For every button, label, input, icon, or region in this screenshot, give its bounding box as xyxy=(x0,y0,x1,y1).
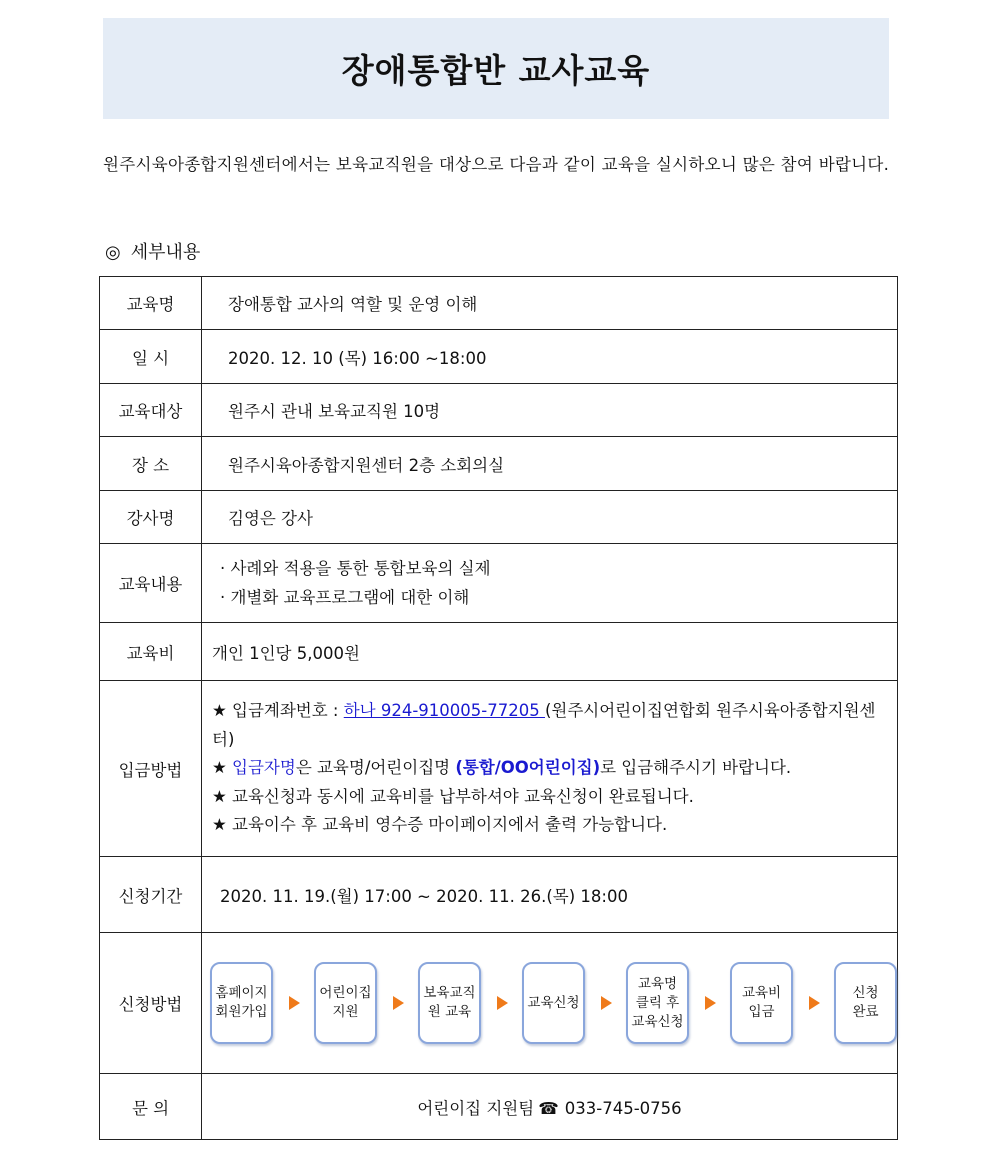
label-fee: 교육비 xyxy=(100,623,202,681)
flow-step-text: 클릭 후 xyxy=(635,994,680,1011)
arrow-right-icon xyxy=(809,996,820,1010)
depositor-example: (통합/OO어린이집) xyxy=(455,758,601,778)
flow-step-text: 교육신청 xyxy=(527,994,580,1011)
flow-step-text: 교육명 xyxy=(637,975,678,992)
row-date xyxy=(100,330,898,384)
flow-step xyxy=(834,962,897,1044)
section-heading xyxy=(105,238,200,264)
value-lecturer: 김영은 강사 xyxy=(202,491,898,544)
value-place: 원주시육아종합지원센터 2층 소회의실 xyxy=(202,437,898,491)
payment-account-prefix: 입금계좌번호 : xyxy=(226,701,344,721)
flow-step-text: 교육비 xyxy=(741,985,782,1001)
flow-step xyxy=(626,962,689,1044)
content-item: · 사례와 적용을 통한 통합보육의 실제 xyxy=(220,559,491,578)
row-content xyxy=(100,544,898,623)
row-place xyxy=(100,437,898,491)
row-period xyxy=(100,857,898,933)
star-icon: ★ xyxy=(212,786,227,806)
content-item: · 개별화 교육프로그램에 대한 이해 xyxy=(220,588,470,607)
row-inquiry xyxy=(100,1074,898,1140)
value-fee: 개인 1인당 5,000원 xyxy=(202,623,898,681)
depositor-name-label: 입금자명 xyxy=(232,758,296,778)
flow-step xyxy=(418,962,481,1044)
flow-step-text: 신청 xyxy=(852,985,879,1001)
phone-icon: ☎ xyxy=(538,1098,559,1118)
value-method xyxy=(202,933,898,1074)
value-period: 2020. 11. 19.(월) 17:00 ~ 2020. 11. 26.(목) 18:00 xyxy=(202,857,898,933)
flow-step-text: 보육교직 xyxy=(423,985,476,1001)
row-target xyxy=(100,384,898,437)
page-title: 장애통합반 교사교육 xyxy=(341,51,651,90)
title-banner xyxy=(103,18,889,119)
arrow-right-icon xyxy=(289,996,300,1010)
arrow-right-icon xyxy=(705,996,716,1010)
value-content xyxy=(202,544,898,623)
depositor-instruction: 은 교육명/어린이집명 xyxy=(295,758,456,778)
flow-step-text: 회원가입 xyxy=(215,1004,268,1020)
label-content: 교육내용 xyxy=(100,544,202,623)
row-course-name xyxy=(100,277,898,330)
flow-step-text: 교육신청 xyxy=(631,1013,684,1030)
row-method xyxy=(100,933,898,1074)
payment-line-receipt xyxy=(212,811,897,840)
flow-step-text: 입금 xyxy=(748,1004,775,1020)
value-date: 2020. 12. 10 (목) 16:00 ~18:00 xyxy=(202,330,898,384)
flow-step xyxy=(210,962,273,1044)
label-period: 신청기간 xyxy=(100,857,202,933)
row-payment xyxy=(100,681,898,857)
payment-note-complete: 교육신청과 동시에 교육비를 납부하셔야 교육신청이 완료됩니다. xyxy=(226,786,694,806)
intro-paragraph: 원주시육아종합지원센터에서는 보육교직원을 대상으로 다음과 같이 교육을 실시하오니 많은 참여 바랍니다. xyxy=(103,155,890,174)
label-course-name: 교육명 xyxy=(100,277,202,330)
account-number-link[interactable]: 하나 924-910005-77205 xyxy=(343,701,545,721)
row-lecturer xyxy=(100,491,898,544)
flow-step xyxy=(730,962,793,1044)
flow-step-text: 완료 xyxy=(852,1004,879,1020)
value-payment xyxy=(202,681,898,857)
flow-step-text: 원 교육 xyxy=(427,1004,472,1020)
depositor-instruction-end: 로 입금해주시기 바랍니다. xyxy=(600,758,792,778)
label-payment: 입금방법 xyxy=(100,681,202,857)
flow-step-text: 홈페이지 xyxy=(215,985,268,1001)
label-date: 일 시 xyxy=(100,330,202,384)
flow-step-text: 지원 xyxy=(332,1004,359,1020)
arrow-right-icon xyxy=(497,996,508,1010)
inquiry-phone: 033-745-0756 xyxy=(564,1098,682,1118)
flow-step xyxy=(522,962,585,1044)
label-target: 교육대상 xyxy=(100,384,202,437)
double-circle-icon: ◎ xyxy=(105,242,121,263)
star-icon: ★ xyxy=(212,701,227,721)
value-target: 원주시 관내 보육교직원 10명 xyxy=(202,384,898,437)
inquiry-team: 어린이집 지원팀 xyxy=(417,1098,535,1118)
label-method: 신청방법 xyxy=(100,933,202,1074)
label-place: 장 소 xyxy=(100,437,202,491)
flow-step xyxy=(314,962,377,1044)
payment-account-holder: (원주시어린이집연합회 원주시육아종합지원센터) xyxy=(212,701,876,749)
section-heading-text: 세부내용 xyxy=(130,242,201,263)
payment-line-complete xyxy=(212,783,897,812)
arrow-right-icon xyxy=(393,996,404,1010)
payment-note-receipt: 교육이수 후 교육비 영수증 마이페이지에서 출력 가능합니다. xyxy=(226,815,668,835)
value-inquiry xyxy=(202,1074,898,1140)
star-icon: ★ xyxy=(212,758,227,778)
row-fee xyxy=(100,623,898,681)
label-lecturer: 강사명 xyxy=(100,491,202,544)
flow-step-text: 어린이집 xyxy=(319,985,372,1001)
payment-line-account xyxy=(212,697,897,754)
application-flow xyxy=(202,962,897,1044)
arrow-right-icon xyxy=(601,996,612,1010)
label-inquiry: 문 의 xyxy=(100,1074,202,1140)
detail-table xyxy=(99,276,898,1140)
payment-line-depositor xyxy=(212,754,897,783)
star-icon: ★ xyxy=(212,815,227,835)
value-course-name: 장애통합 교사의 역할 및 운영 이해 xyxy=(202,277,898,330)
